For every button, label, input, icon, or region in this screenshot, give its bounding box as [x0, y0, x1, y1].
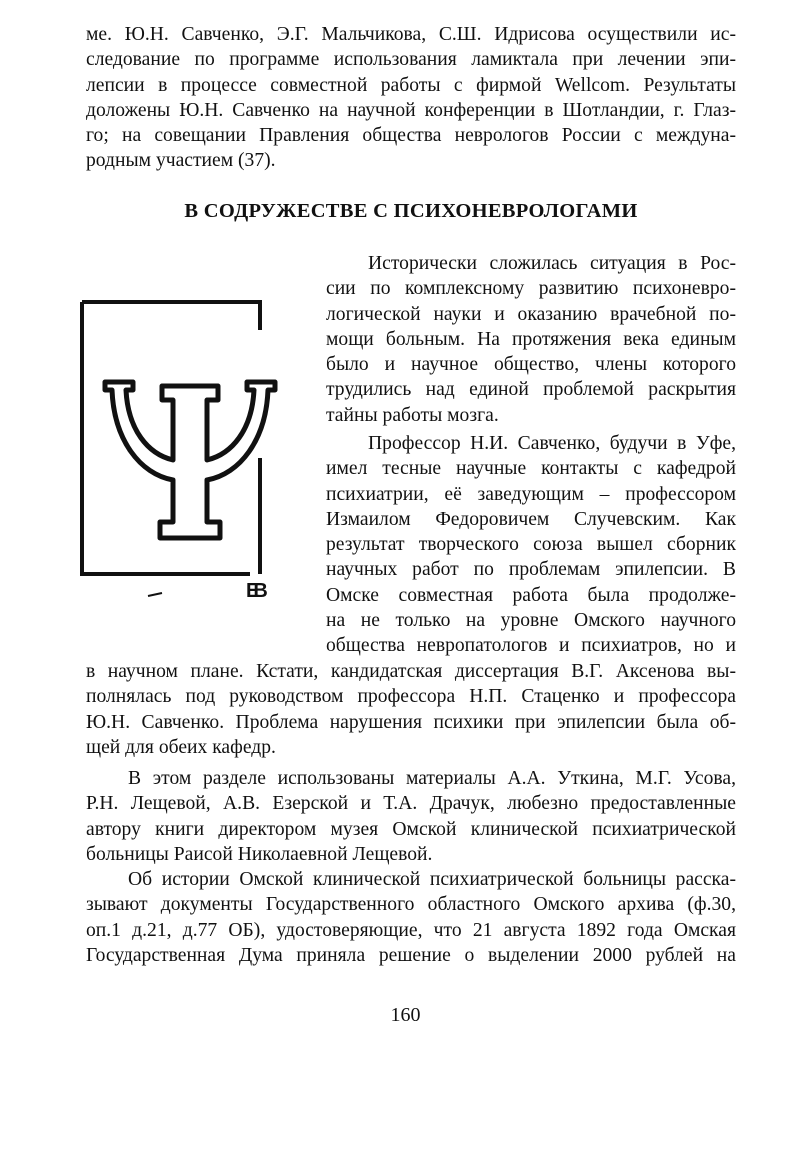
- text-line: Ю.Н. Савченко. Проблема нарушения психики при эпилепсии была об-: [86, 711, 736, 733]
- paragraph-hospital-history: [86, 867, 736, 968]
- text-line: В этом разделе использованы материалы А.А. Уткина, М.Г. Усова,: [128, 768, 736, 789]
- page-number: 160: [390, 1004, 421, 1026]
- text-line: Измаилом Федоровичем Случевским. Как: [326, 508, 736, 530]
- text-line: психиатрии, её заведующим – профессором: [326, 483, 736, 505]
- psi-emblem-icon: [70, 290, 290, 615]
- monogram: ЕВ: [246, 580, 262, 602]
- text-line: сии по комплексному развитию психоневро-: [326, 278, 736, 300]
- text-line: в научном плане. Кстати, кандидатская диссертация В.Г. Аксенова вы-: [86, 661, 736, 682]
- text-line: общества невропатологов и психиатров, но и: [326, 635, 736, 657]
- text-line: го; на совещании Правления общества неврологов России с междуна-: [86, 125, 736, 147]
- text-line: щей для обеих кафедр.: [86, 736, 276, 758]
- paragraph-savchenko: [326, 431, 736, 659]
- text-line: мощи больным. На протяжения века единым: [326, 328, 736, 350]
- text-line: больницы Раисой Николаевной Лещевой.: [86, 843, 433, 865]
- text-line: результат творческого союза вышел сборник: [326, 534, 736, 556]
- text-line: оп.1 д.21, д.77 ОБ), удостоверяющие, что 21 августа 1892 года Омская: [86, 919, 736, 941]
- text-line: следование по программе использования ламиктала при лечении эпи-: [86, 49, 736, 71]
- text-line: Омске совместная работа была продолже-: [326, 584, 736, 606]
- text-line: Государственная Дума приняла решение о выделении 2000 рублей на: [86, 944, 736, 966]
- text-line: Р.Н. Лещевой, А.В. Езерской и Т.А. Драчук, любезно предоставленные: [86, 793, 736, 815]
- section-heading: В СОДРУЖЕСТВЕ С ПСИХОНЕВРОЛОГАМИ: [184, 200, 638, 222]
- paragraph-savchenko-continued: [86, 659, 736, 760]
- text-line: ме. Ю.Н. Савченко, Э.Г. Мальчикова, С.Ш. Идрисова осуществили ис-: [86, 24, 736, 45]
- paragraph-top: [86, 22, 736, 174]
- text-line: зывают документы Государственного областного Омского архива (ф.30,: [86, 894, 736, 916]
- text-line: на не только на уровне Омского научного: [326, 610, 736, 632]
- paragraph-materials: [86, 766, 736, 867]
- text-line: доложены Ю.Н. Савченко на научной конференции в Шотландии, г. Глаз-: [86, 99, 736, 121]
- text-line: полнялась под руководством профессора Н.П. Стаценко и профессора: [86, 686, 736, 708]
- text-line: Профессор Н.И. Савченко, будучи в Уфе,: [368, 433, 736, 454]
- paragraph-history: [326, 251, 736, 428]
- text-line: научных работ по проблемам эпилепсии. В: [326, 559, 736, 581]
- text-line: трудились над единой проблемой раскрытия: [326, 379, 736, 401]
- text-line: автору книги директором музея Омской клинической психиатрической: [86, 818, 736, 840]
- text-line: лепсии в процессе совместной работы с фирмой Wellcom. Результаты: [86, 74, 736, 96]
- text-line: тайны работы мозга.: [326, 404, 499, 426]
- text-line: имел тесные научные контакты с кафедрой: [326, 458, 736, 480]
- text-line: логической науки и оказанию врачебной по-: [326, 303, 736, 325]
- text-line: родным участием (37).: [86, 150, 276, 172]
- text-line: Об истории Омской клинической психиатрической больницы расска-: [128, 869, 736, 890]
- text-line: было и научное общество, члены которого: [326, 354, 736, 376]
- text-line: Исторически сложилась ситуация в Рос-: [368, 253, 736, 274]
